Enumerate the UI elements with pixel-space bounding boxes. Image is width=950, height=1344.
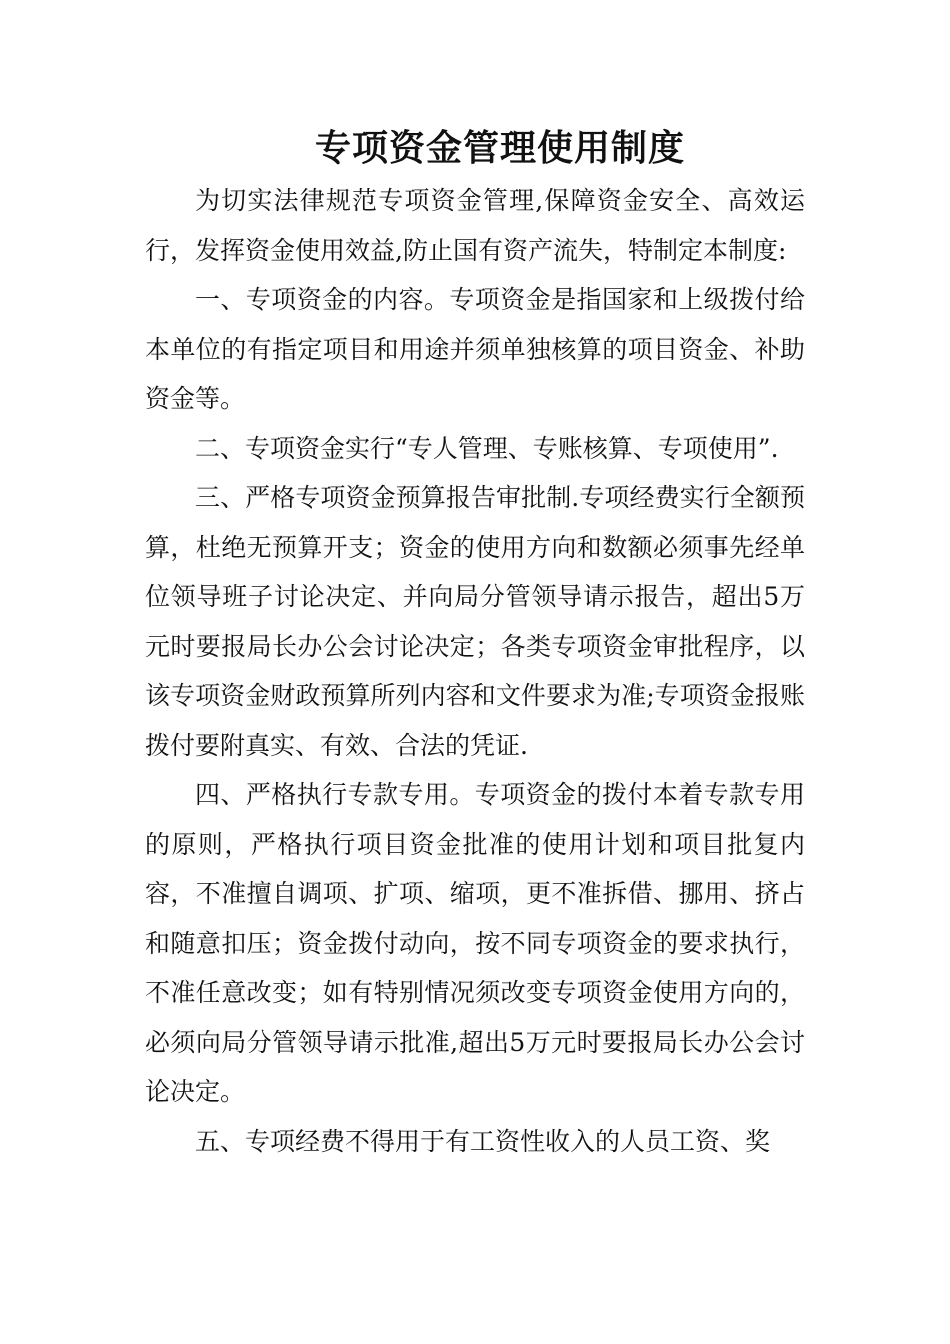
document-title: 专项资金管理使用制度 [314, 127, 685, 169]
paragraph-section-2: 二、专项资金实行“专人管理、专账核算、专项使用”. [195, 433, 779, 463]
paragraph-section-4: 四、严格执行专款专用。专项资金的拨付本着专款专用的原则，严格执行项目资金批准的使用计划和项目批复内容，不准擅自调项、扩项、缩项，更不准拆借、挪用、挤占和随意扣压；资金拨付动向，按不同专项资金的要求执行，不准任意改变；如有特别情况须改变专项资金使用方向的，必须向局分管领导请示批准,超出5万元时要报局长办公会讨论决定。 [145, 780, 805, 1106]
paragraph-intro: 为切实法律规范专项资金管理,保障资金安全、高效运行，发挥资金使用效益,防止国有资产流失，特制定本制度: [145, 186, 805, 265]
document-body [145, 176, 805, 1166]
paragraph-section-5: 五、专项经费不得用于有工资性收入的人员工资、奖 [195, 1126, 771, 1156]
paragraph-section-3: 三、严格专项资金预算报告审批制.专项经费实行全额预算，杜绝无预算开支；资金的使用方向和数额必须事先经单位领导班子讨论决定、并向局分管领导请示报告，超出5万元时要报局长办公会讨论决定；各类专项资金审批程序，以该专项资金财政预算所列内容和文件要求为准;专项资金报账拨付要附真实、有效、合法的凭证. [145, 483, 805, 760]
paragraph-section-1: 一、专项资金的内容。专项资金是指国家和上级拨付给本单位的有指定项目和用途并须单独核算的项目资金、补助资金等。 [145, 285, 805, 413]
